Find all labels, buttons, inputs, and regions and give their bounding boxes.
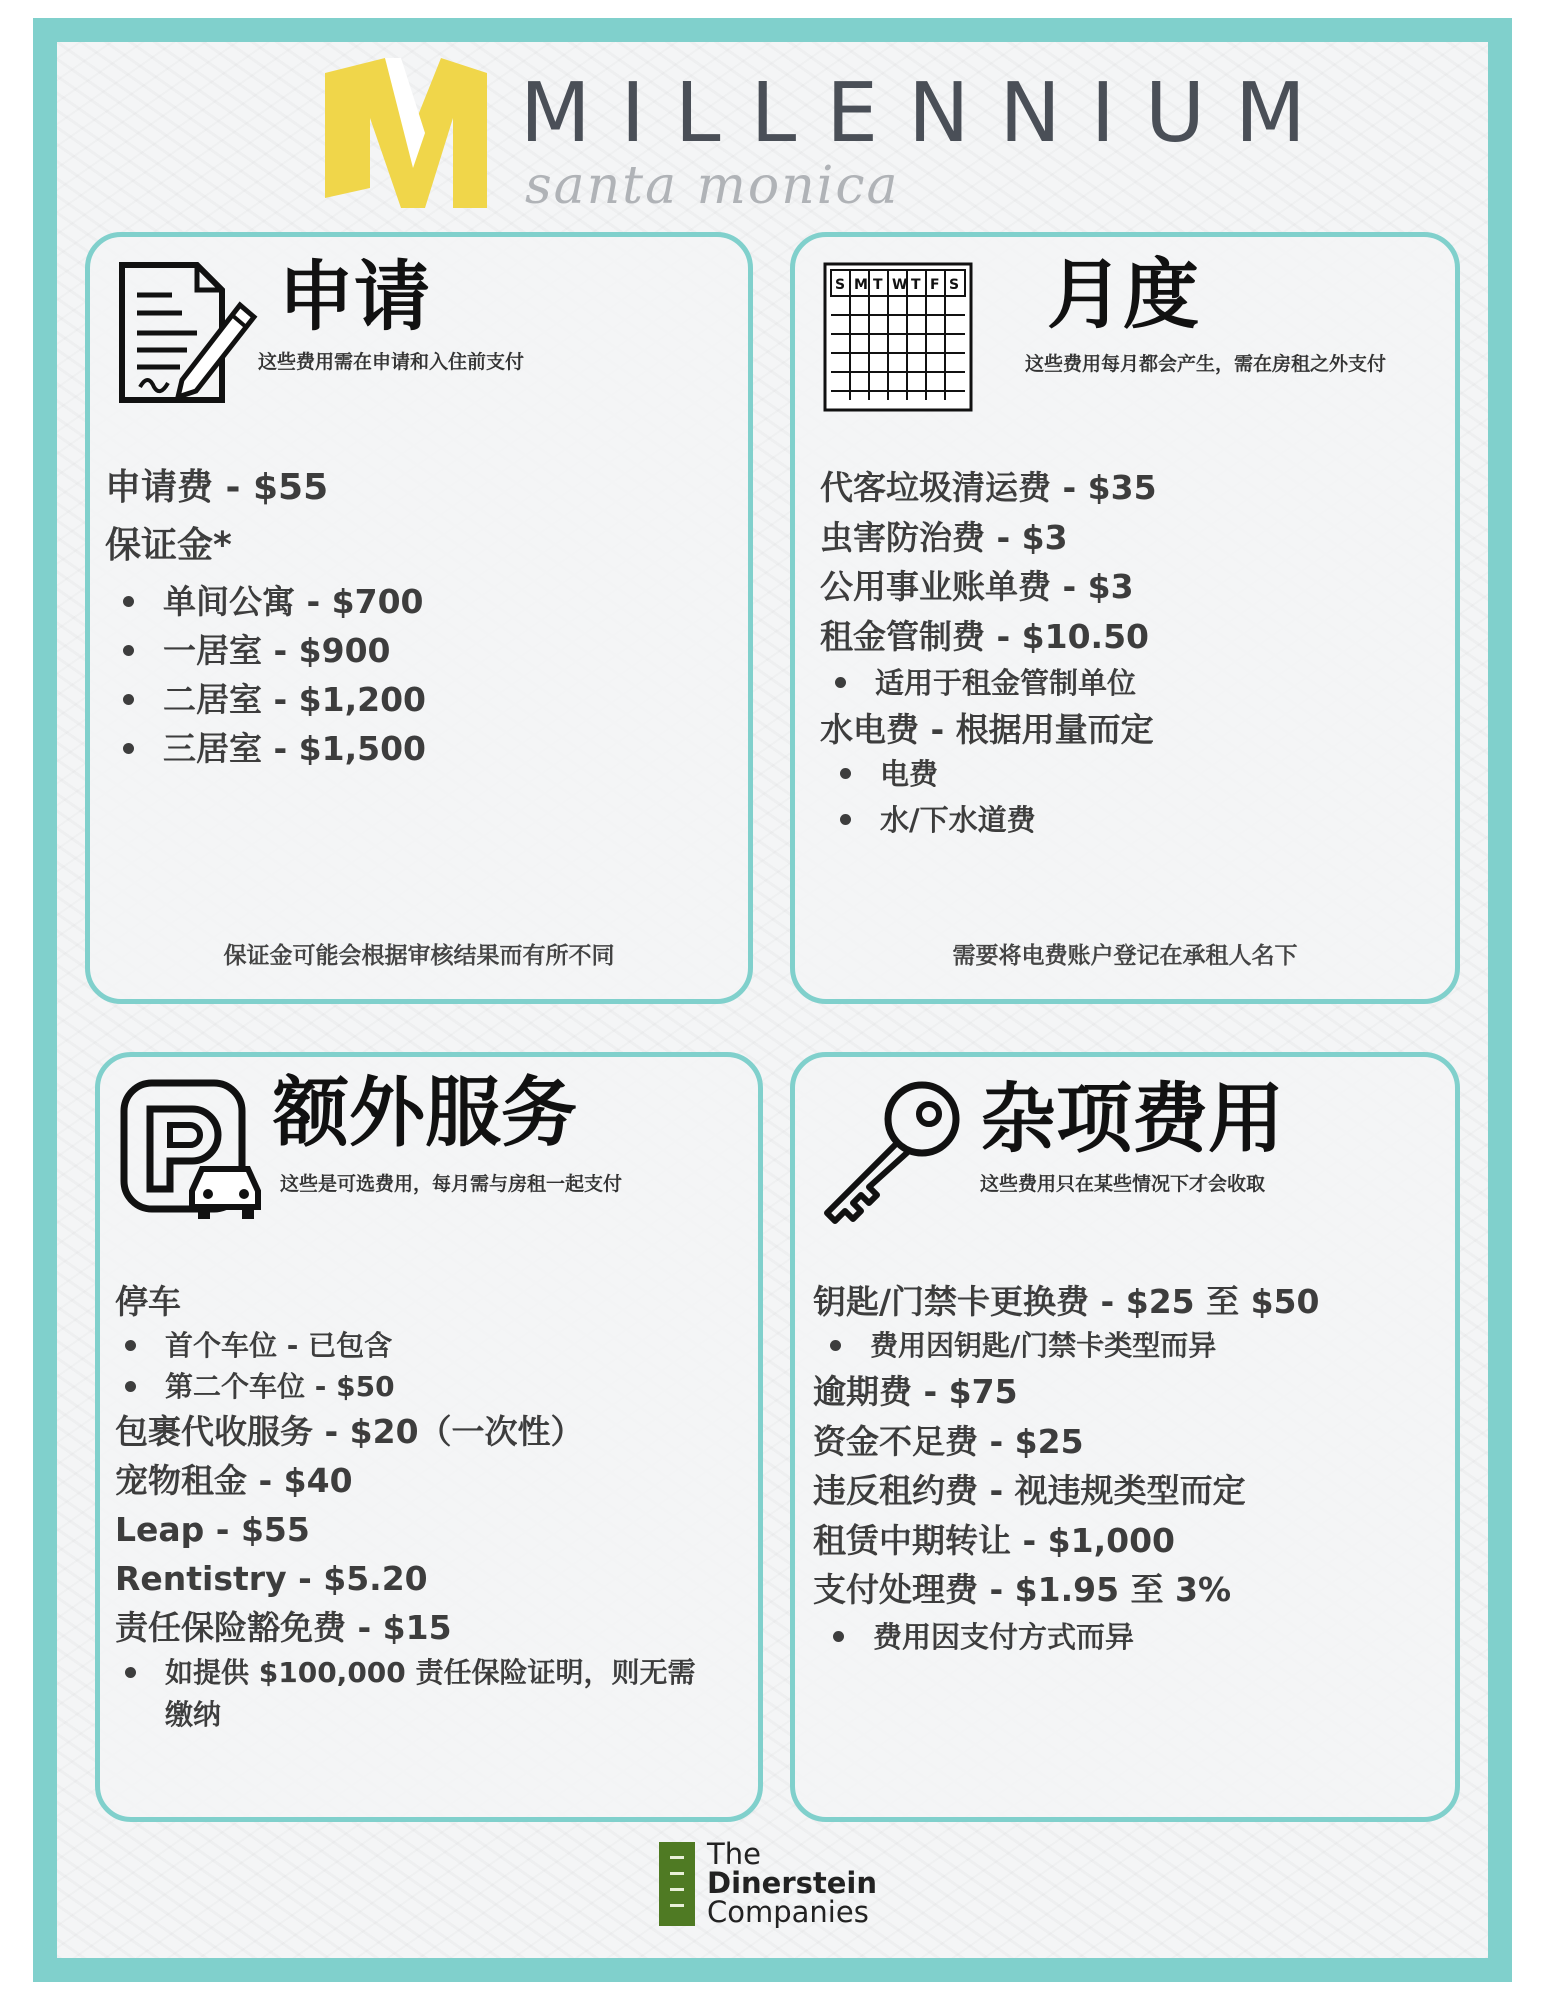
monthly-card [790, 232, 1460, 1004]
rent-control-sublist [875, 661, 1136, 705]
list-item: 包裹代收服务 - $20（一次性） [115, 1412, 584, 1451]
bullet-icon [123, 694, 134, 705]
misc-fee-list [813, 1367, 1246, 1615]
bullet-icon [125, 1381, 136, 1392]
bullet-icon [123, 743, 134, 754]
bullet-icon [123, 645, 134, 656]
list-item: 如提供 $100,000 责任保险证明，则无需 [165, 1652, 696, 1694]
list-item: 代客垃圾清运费 - $35 [820, 468, 1157, 507]
list-item: 租金管制费 - $10.50 [820, 616, 1150, 656]
calendar-day-label: T [873, 277, 883, 293]
calendar-icon [823, 262, 973, 412]
footer-line3: Companies [707, 1895, 869, 1929]
bullet-icon [125, 1340, 136, 1351]
application-fee-list [105, 459, 328, 575]
list-item: 逾期费 - $75 [813, 1372, 1018, 1411]
parking-car-icon [120, 1079, 270, 1229]
brand-location: santa monica [525, 156, 900, 216]
deposit-sublist [163, 577, 426, 773]
misc-fees-subtitle: 这些费用只在某些情况下才会收取 [980, 1173, 1266, 1195]
bullet-icon [125, 1667, 136, 1678]
extra-services-title: 额外服务 [273, 1068, 577, 1157]
list-item: 二居室 - $1,200 [163, 675, 426, 724]
millennium-logo [325, 58, 1336, 218]
utilities-item: 水电费 - 根据用量而定 [820, 710, 1154, 749]
dinerstein-mark-icon [659, 1842, 695, 1926]
list-item: 申请费 - $55 [105, 467, 329, 508]
list-item: 宠物租金 - $40 [115, 1461, 353, 1500]
list-item: 费用因支付方式而异 [873, 1615, 1134, 1659]
calendar-day-label: M [854, 277, 868, 293]
list-item: 虫害防治费 - $3 [820, 517, 1068, 557]
list-item: 违反租约费 - 视违规类型而定 [813, 1471, 1246, 1510]
list-item: 三居室 - $1,500 [163, 724, 426, 773]
footer-line1: The [707, 1837, 761, 1871]
monthly-title: 月度 [1047, 250, 1199, 339]
monthly-note: 需要将电费账户登记在承租人名下 [952, 943, 1298, 969]
misc-fees-card [790, 1052, 1460, 1822]
parking-sublist [165, 1325, 395, 1407]
calendar-day-label: W [892, 277, 908, 293]
misc-fees-title: 杂项费用 [980, 1074, 1284, 1163]
list-item: 费用因钥匙/门禁卡类型而异 [870, 1325, 1216, 1367]
extra-services-card [95, 1052, 763, 1822]
list-item: 资金不足费 - $25 [813, 1421, 1084, 1461]
application-note: 保证金可能会根据审核结果而有所不同 [223, 943, 615, 969]
application-subtitle: 这些费用需在申请和入住前支付 [258, 351, 525, 373]
bullet-icon [830, 1340, 841, 1351]
list-item: 支付处理费 - $1.95 至 3% [813, 1570, 1232, 1609]
list-item: 第二个车位 - $50 [165, 1366, 395, 1407]
list-item: 保证金* [105, 525, 232, 566]
monthly-fee-list [820, 463, 1157, 661]
list-item: 一居室 - $900 [163, 626, 426, 675]
list-item: Leap - $55 [115, 1510, 310, 1549]
m-monogram-icon [325, 58, 495, 208]
key-fee-item: 钥匙/门禁卡更换费 - $25 至 $50 [813, 1282, 1320, 1321]
bullet-icon [840, 814, 851, 825]
list-item: 电费 [880, 751, 1036, 797]
application-title: 申请 [278, 252, 430, 341]
extra-fee-list [115, 1407, 584, 1652]
brand-name: MILLENNIUM [520, 66, 1336, 161]
key-fee-sublist [870, 1325, 1216, 1367]
list-item: 适用于租金管制单位 [875, 661, 1136, 705]
list-item: 责任保险豁免费 - $15 [115, 1608, 452, 1647]
monthly-subtitle: 这些费用每月都会产生，需在房租之外支付 [1025, 353, 1387, 375]
footer-line2: Dinerstein [707, 1866, 878, 1900]
key-icon [817, 1079, 967, 1229]
insurance-sublist [165, 1652, 696, 1736]
bullet-icon [840, 768, 851, 779]
parking-item: 停车 [115, 1282, 181, 1321]
extra-services-subtitle: 这些是可选费用，每月需与房租一起支付 [280, 1173, 623, 1195]
calendar-day-label: S [835, 277, 846, 293]
list-item: 首个车位 - 已包含 [165, 1325, 395, 1366]
utilities-sublist [880, 751, 1036, 843]
list-item-continuation: 缴纳 [165, 1698, 222, 1731]
list-item: 单间公寓 - $700 [163, 577, 426, 626]
payment-sublist [873, 1615, 1134, 1659]
bullet-icon [835, 677, 846, 688]
application-card [85, 232, 753, 1004]
bullet-icon [833, 1631, 844, 1642]
list-item: 公用事业账单费 - $3 [820, 567, 1134, 606]
calendar-day-label: F [930, 277, 940, 293]
list-item: 租赁中期转让 - $1,000 [813, 1520, 1176, 1560]
document-pen-icon [112, 255, 262, 405]
calendar-day-label: T [911, 277, 921, 293]
list-item: Rentistry - $5.20 [115, 1559, 428, 1598]
list-item: 水/下水道费 [880, 797, 1036, 843]
calendar-day-label: S [949, 277, 960, 293]
bullet-icon [123, 596, 134, 607]
dinerstein-logo [655, 1838, 895, 1930]
